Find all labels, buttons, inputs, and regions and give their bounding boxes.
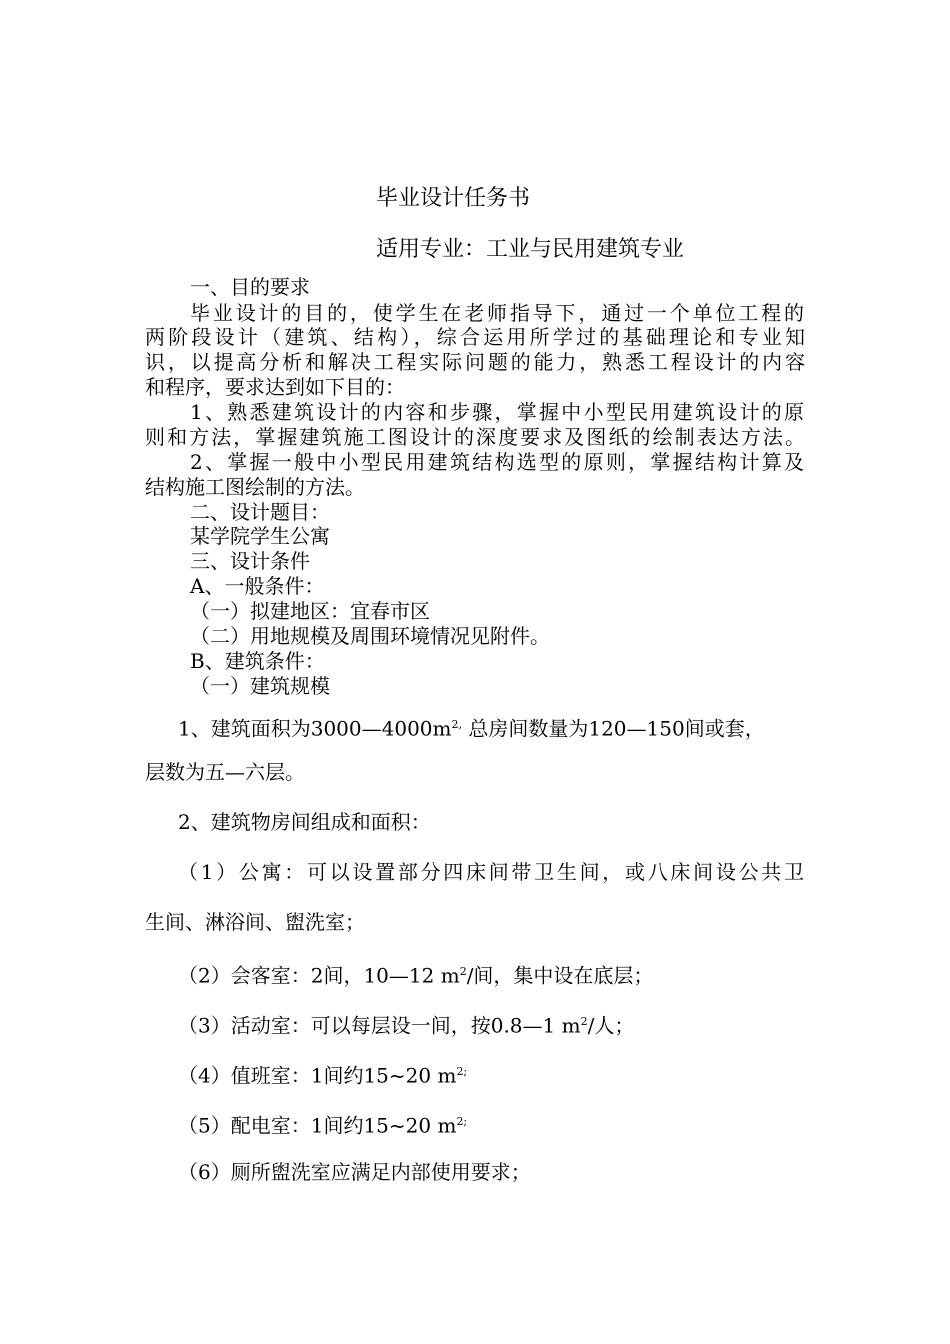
paragraph-line: （二）用地规模及周围环境情况见附件。 bbox=[190, 624, 550, 648]
power-room-line bbox=[178, 1110, 467, 1138]
design-topic: 某学院学生公寓 bbox=[190, 524, 330, 548]
activity-text-after: /人； bbox=[587, 1013, 635, 1038]
paragraph-line: 2、掌握一般中小型民用建筑结构选型的原则，掌握结构计算及 bbox=[190, 450, 804, 474]
activity-text: （3）活动室：可以每层设一间，按0.8—1 bbox=[178, 1013, 562, 1038]
section-heading-purpose: 一、目的要求 bbox=[190, 275, 310, 299]
toilet-line: （6）厕所盥洗室应满足内部使用要求； bbox=[178, 1160, 531, 1184]
unit-m: m bbox=[561, 1013, 581, 1038]
section-heading-conditions: 三、设计条件 bbox=[190, 549, 310, 573]
duty-text: （4）值班室：1间约15~20 bbox=[178, 1063, 438, 1088]
apartment-line: （1）公寓：可以设置部分四床间带卫生间，或八床间设公共卫 bbox=[178, 860, 804, 884]
unit-m: m bbox=[437, 1063, 457, 1088]
room-count-text: 总房间数量为120—150间或套， bbox=[468, 716, 765, 741]
applicable-major: 适用专业：工业与民用建筑专业 bbox=[376, 237, 685, 262]
paragraph-line: 则和方法，掌握建筑施工图设计的深度要求及图纸的绘制表达方法。 bbox=[145, 425, 805, 449]
paragraph-line: （一）建筑规模 bbox=[190, 674, 330, 698]
unit-superscript: 2 bbox=[580, 1015, 588, 1028]
document-title: 毕业设计任务书 bbox=[376, 186, 531, 211]
apartment-line-continued: 生间、淋浴间、盥洗室； bbox=[145, 910, 365, 934]
section-heading-topic: 二、设计题目： bbox=[190, 500, 330, 524]
floors-line: 层数为五—六层。 bbox=[145, 760, 305, 784]
rooms-heading: 2、建筑物房间组成和面积： bbox=[178, 810, 431, 834]
activity-room-line bbox=[178, 1010, 634, 1038]
paragraph-line: 结构施工图绘制的方法。 bbox=[145, 475, 365, 499]
paragraph-line: 识，以提高分析和解决工程实际问题的能力，熟悉工程设计的内容 bbox=[145, 350, 805, 374]
area-line bbox=[178, 713, 765, 741]
reception-room-line bbox=[178, 960, 653, 988]
subsection-building: B、建筑条件： bbox=[190, 649, 325, 673]
reception-text-after: /间，集中设在底层； bbox=[466, 963, 654, 988]
paragraph-line: 两阶段设计（建筑、结构），综合运用所学过的基础理论和专业知 bbox=[145, 325, 805, 349]
paragraph-line: 1、熟悉建筑设计的内容和步骤，掌握中小型民用建筑设计的原 bbox=[190, 400, 804, 424]
unit-superscript: 2 bbox=[459, 965, 467, 978]
paragraph-line: 和程序，要求达到如下目的： bbox=[145, 375, 405, 399]
paragraph-line: （一）拟建地区：宜春市区 bbox=[190, 599, 430, 623]
unit-superscript: 2; bbox=[456, 1065, 468, 1078]
duty-room-line bbox=[178, 1060, 467, 1088]
unit-m: m bbox=[440, 963, 460, 988]
unit-m: m bbox=[437, 1113, 457, 1138]
area-superscript: 2, bbox=[451, 718, 462, 731]
power-text: （5）配电室：1间约15~20 bbox=[178, 1113, 438, 1138]
reception-text: （2）会客室：2间，10—12 bbox=[178, 963, 441, 988]
area-text: 1、建筑面积为3000—4000m bbox=[178, 716, 452, 741]
unit-superscript: 2; bbox=[456, 1115, 468, 1128]
subsection-general: A、一般条件： bbox=[190, 574, 325, 598]
paragraph-line: 毕业设计的目的，使学生在老师指导下，通过一个单位工程的 bbox=[190, 301, 804, 325]
